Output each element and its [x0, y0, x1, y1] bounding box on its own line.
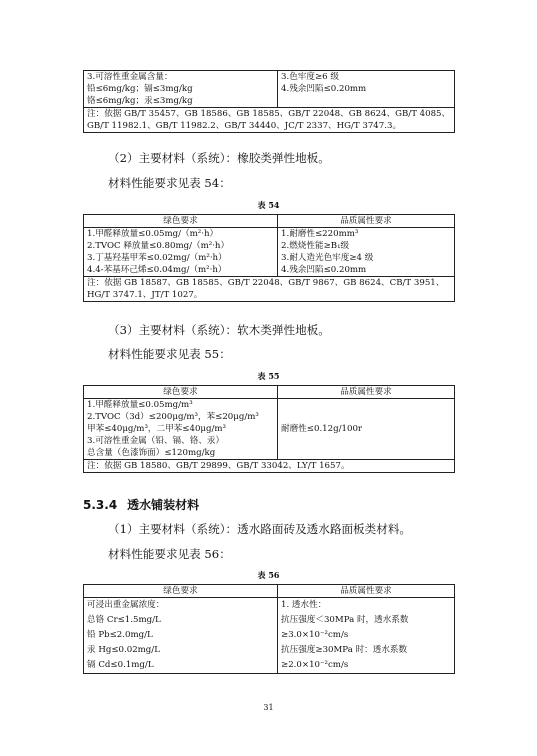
cell-line: 3.丁基羟基甲苯≤0.02mg/（m²·h） — [87, 253, 227, 263]
table-cell — [278, 598, 455, 674]
paragraph-material-1: （1）主要材料（系统）：透水路面砖及透水路面板类材料。 — [108, 522, 412, 536]
table-row — [84, 598, 455, 674]
cell-line: 2.燃烧性能≥B₁级 — [281, 241, 350, 251]
cell-line: 汞 Hg≤0.02mg/L — [87, 645, 160, 655]
cell-line: 2.TVOC 释放量≤0.80mg/（m²·h） — [87, 241, 230, 251]
paragraph-performance-55: 材料性能要求见表 55： — [108, 347, 231, 361]
table-54 — [83, 214, 455, 302]
table-note-row — [84, 460, 455, 473]
cell-line: 甲苯≤40μg/m³，二甲苯≤40μg/m³ — [87, 424, 226, 434]
cell-line: 镉 Cd≤0.1mg/L — [87, 660, 154, 670]
table-row — [84, 399, 455, 460]
section-number: 5.3.4 — [83, 498, 118, 512]
table-previous-continued — [83, 70, 455, 133]
table-header-row — [84, 585, 455, 598]
table-header-row — [84, 386, 455, 399]
cell-line: 铅 Pb≤2.0mg/L — [87, 630, 153, 640]
cell-line: 2.TVOC（3d）≤200μg/m³，苯≤20μg/m³ — [87, 412, 259, 422]
cell-line: 1.耐磨性≤220mm³ — [281, 229, 359, 239]
table-note-row — [84, 108, 455, 133]
table-caption-56: 表 56 — [257, 570, 280, 580]
table-55 — [83, 385, 455, 473]
cell-line: 总铬 Cr≤1.5mg/L — [87, 615, 161, 625]
cell-line: 总含量（色漆饰面）≤120mg/kg — [87, 448, 216, 458]
table-56 — [83, 584, 455, 674]
table-cell-green — [84, 71, 278, 108]
column-header-quality: 品质属性要求 — [278, 215, 455, 228]
cell-line: 4.4-苯基环己烯≤0.04mg/（m²·h） — [87, 265, 227, 275]
column-header-quality: 品质属性要求 — [278, 585, 455, 598]
table-note: 注：依据 GB 18580、GB/T 29899、GB/T 33042、LY/T 1657。 — [84, 460, 455, 473]
column-header-green: 绿色要求 — [84, 585, 278, 598]
table-note-row — [84, 277, 455, 302]
cell-line: 3.色牢度≥6 级 — [281, 72, 339, 82]
cell-line: 3.可溶性重金属（铅、镉、铬、汞） — [87, 436, 225, 446]
paragraph-performance-56: 材料性能要求见表 56： — [108, 547, 231, 561]
cell-line: 抗压强度＜30MPa 时，透水系数 — [281, 615, 409, 625]
table-caption-54: 表 54 — [257, 200, 280, 210]
page-number: 31 — [263, 703, 274, 712]
column-header-green: 绿色要求 — [84, 386, 278, 399]
cell-line: ≥2.0×10⁻²cm/s — [281, 660, 349, 670]
paragraph-performance-54: 材料性能要求见表 54： — [108, 176, 231, 190]
cell-line: 1.甲醛释放量≤0.05mg/m³ — [87, 400, 193, 410]
cell-line: 3.可溶性重金属含量： — [87, 72, 173, 82]
table-note: 注：依据 GB/T 35457、GB 18586、GB 18585、GB/T 22048、GB 8624、GB/T 4085、GB/T 11982.1、GB/T 11982.2、GB/T 34440、JC/T 2337、HG/T 3747.3。 — [84, 108, 455, 133]
cell-line: 抗压强度≥30MPa 时：透水系数 — [281, 645, 408, 655]
table-row — [84, 71, 455, 108]
cell-line: 1.甲醛释放量≤0.05mg/（m²·h） — [87, 229, 219, 239]
cell-line: 1. 透水性： — [281, 600, 327, 610]
table-header-row — [84, 215, 455, 228]
cell-line: 4.残余凹陷≤0.20mm — [281, 265, 367, 275]
column-header-quality: 品质属性要求 — [278, 386, 455, 399]
table-cell — [84, 399, 278, 460]
paragraph-material-2: （2）主要材料（系统）：橡胶类弹性地板。 — [108, 151, 330, 165]
cell-line: 铬≤6mg/kg；汞≤3mg/kg — [87, 96, 193, 106]
cell-line: 4.残余凹陷≤0.20mm — [281, 84, 367, 94]
table-cell — [84, 598, 278, 674]
table-caption-55: 表 55 — [257, 371, 280, 381]
cell-line: 可浸出重金属浓度： — [87, 600, 165, 610]
table-cell — [84, 228, 278, 277]
section-heading — [83, 496, 199, 513]
cell-line: 铅≤6mg/kg；镉≤3mg/kg — [87, 84, 193, 94]
table-cell: 耐磨性≤0.12g/100r — [278, 399, 455, 460]
column-header-green: 绿色要求 — [84, 215, 278, 228]
table-cell — [278, 228, 455, 277]
paragraph-material-3: （3）主要材料（系统）：软木类弹性地板。 — [108, 323, 330, 337]
table-row — [84, 228, 455, 277]
table-note: 注：依据 GB 18587、GB 18585、GB/T 22048、GB/T 9867、GB 8624、CB/T 3951、HG/T 3747.1、JT/T 1027。 — [84, 277, 455, 302]
cell-line: ≥3.0×10⁻²cm/s — [281, 630, 349, 640]
table-cell-quality — [278, 71, 455, 108]
cell-line: 3.耐人造光色牢度≥4 级 — [281, 253, 374, 263]
section-title: 透水铺装材料 — [127, 498, 200, 512]
